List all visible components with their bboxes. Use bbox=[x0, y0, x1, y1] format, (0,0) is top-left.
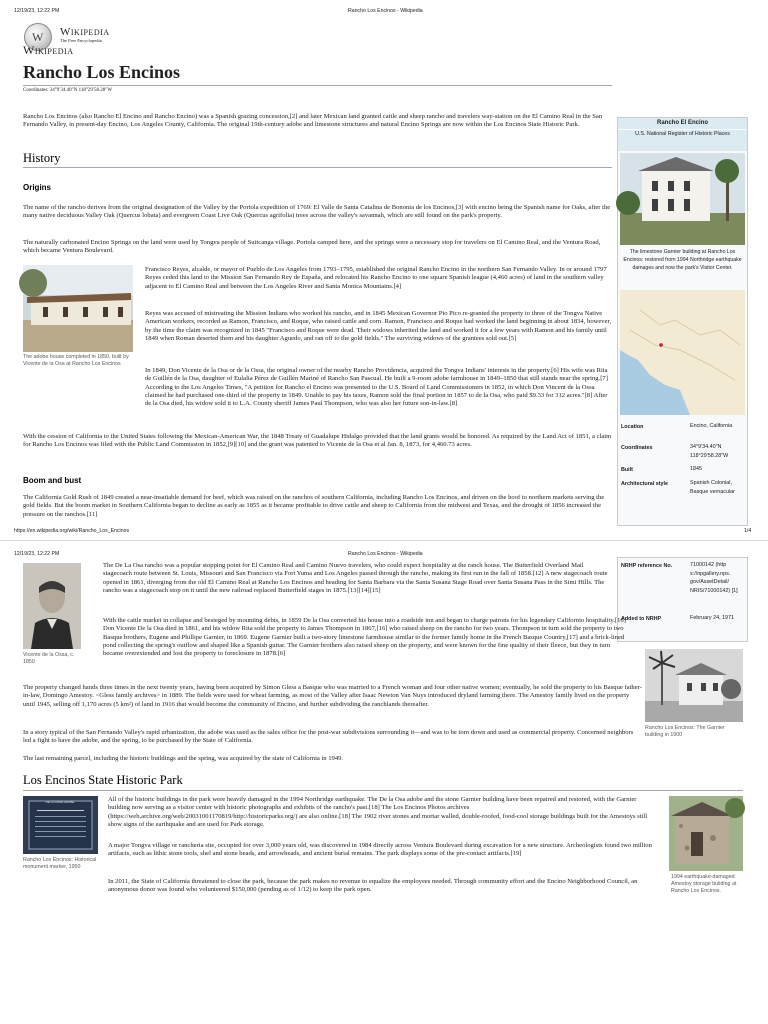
park-paragraph-2: A major Tongva village or rancheria site, occupied for over 3,000 years old, was discovered in 1984 directly across Ventura Boulevard during excavation for a new structure. Archeologists found two million artifacts, such as lithic stone tools, shel and stone beads, and arrowheads, and ancient burial remains. The park displays some of the pre-contact artifacts.[19] bbox=[108, 842, 652, 858]
adobe-caption: The adobe house completed in 1850, built by Vicente de la Osa at Rancho Los Encinos bbox=[23, 354, 129, 367]
marker-caption: Rancho Los Encinos: Historical monument marker, 1950 bbox=[23, 857, 97, 870]
infobox-label-added-to-nrhp: Added to NRHP bbox=[621, 616, 662, 622]
boom-paragraph-6: The last remaining parcel, including the historic buildings and the spring, was acquired by the state of California in 1949. bbox=[23, 755, 344, 762]
park-paragraph-3: In 2011, the State of California threatened to close the park, because the park makes no revenue to equalize the employees needed. Through community effort and the Encino Neighborhood Council, an anonymous donor was found who volunteered $150,000 (pending as of 1/12) to keep the park open. bbox=[108, 878, 638, 894]
adobe-house-photo[interactable] bbox=[23, 265, 133, 352]
print-datetime: 12/19/23, 12:22 PM bbox=[14, 8, 60, 14]
origins-paragraph-6: With the cession of California to the United States following the Mexican-American War, the 1848 Treaty of Guadalupe Hidalgo provided that the land grants would be honored. As required by the Land Act of 1851, a claim for Rancho Los Encinos was filed with the Public Land Commission in 1852,[9][10] and the grant was patented to Vicente de la Osa et al Jan. 8, 1873, for 4,460.73 acres. bbox=[23, 433, 612, 449]
infobox-label-nrhp-reference: NRHP reference No. bbox=[621, 563, 673, 569]
boom-paragraph-3: With the cattle market in collapse and besieged by mounting debts, in 1859 De la Osa converted his house into a roadside inn and began to charge patrons for his legendary Californio hospitality.[16] Don Vicente De la Osa died in 1861, and his widow Rita sold the property to James Thompson in 1867,[16] who raised sheep on the rancho for two years. Thompson in turn sold the property to two Basque brothers, Eugene and Phillipe Garnier, in 1869. Eugene Garnier built a two-story limestone farmhouse similar to the former family home in the French Basque Country,[17] and a brick-lined pond collecting the spring's outflow and shaped like a Spanish guitar. The Garnier brothers also raised sheep on the property, and were known for the fine quality of their fleece, but they in turn became overextended and lost the property to foreclosure in 1878.[6] bbox=[103, 617, 626, 658]
garnier-building-photo[interactable] bbox=[620, 153, 745, 245]
print-url: https://en.wikipedia.org/wiki/Rancho_Los_Encinos bbox=[14, 528, 130, 534]
print-page-title-page2: Rancho Los Encinos - Wikipedia bbox=[348, 551, 423, 557]
location-map[interactable] bbox=[620, 290, 745, 415]
infobox-value-built: 1845 bbox=[690, 466, 702, 472]
wikipedia-globe-icon[interactable]: W bbox=[24, 23, 52, 51]
garnier-1900-caption: Rancho Los Encinos: The Garnier building in 1900 bbox=[645, 725, 725, 738]
origins-paragraph-5-cont bbox=[23, 384, 612, 409]
origins-paragraph-3: Francisco Reyes, alcalde, or mayor of Pueblo de Los Angeles from 1793–1795, established the original Rancho Encino in the northern San Fernando Valley. In or around 1797 Reyes ceded this land to the Mission San Fernando Rey de España, and relocated his Rancho Encino to one square Spanish league (4,460 acres) of land in the southern valley adjacent to El Camino Real and between the Los Angeles River and Santa Monica Mountains.[4] bbox=[145, 266, 607, 290]
print-page-title: Rancho Los Encinos - Wikipedia bbox=[348, 8, 423, 14]
history-divider bbox=[23, 167, 612, 168]
infobox-value-architectural-style[interactable]: Spanish Colonial, Basque vernacular bbox=[690, 480, 735, 495]
historical-marker-photo[interactable] bbox=[23, 796, 98, 854]
boom-paragraph-2: The De La Osa rancho was a popular stopping point for El Camino Real and Camino Nuevo travelers, who could expect hospitality at the ranch house. The Butterfield Overland Mail stagecoach route between St. Louis, Missouri and San Francisco via Fort Yuma and Los Angeles passed through the rancho, making its first run in the fall of 1858.[12] A new stagecoach route opened in 1861, diverging from the old El Camino Real at Rancho Los Encinos and heading for Santa Barbara via the Santa Susana Stage Road over Santa Susana Pass in the Simi Hills. The rancho was a stagecoach stop on it until the new railroad replaced Butterfield stages in 1875.[13][14][15] bbox=[103, 562, 608, 594]
infobox-value-location[interactable]: Encino, California bbox=[690, 423, 733, 429]
infobox-label-location: Location bbox=[621, 424, 644, 430]
origins-paragraph-2: The naturally carbonated Encino Springs on the land were used by Tongva people of Suitcanga village. Portola camped here, and the springs were a necessary stop for travelers on El Camino Real, and the Ventura Road, which became Ventura Boulevard. bbox=[23, 239, 601, 255]
storage-building-photo[interactable] bbox=[669, 796, 743, 871]
heading-state-historic-park: Los Encinos State Historic Park bbox=[23, 773, 183, 787]
infobox-value-coordinates[interactable]: 34°9′34.40″N 118°29′58.28″W bbox=[690, 444, 729, 459]
infobox-label-architectural-style: Architectural style bbox=[621, 481, 669, 487]
vicente-portrait[interactable] bbox=[23, 563, 81, 649]
lead-paragraph: Rancho Los Encinos (also Rancho El Encino and Rancho Encino) was a Spanish grazing concession,[2] and later Mexican land granted cattle and sheep rancho and travelers way-station on the El Camino Real in the San Fernando Valley, in present-day Encino, Los Angeles County, California. The original 19th-century adobe and limestone structures and natural Encino Springs are now within the Los Encinos State Historic Park. bbox=[23, 113, 603, 129]
heading-origins: Origins bbox=[23, 183, 52, 192]
infobox-value-nrhp-reference[interactable]: 71000142 (http s://npgallery.nps. gov/AssetDetail/ NRIS/71000142) [1] bbox=[690, 562, 738, 594]
infobox-label-coordinates: Coordinates bbox=[621, 445, 653, 451]
logo-name: Wikipedia bbox=[60, 26, 110, 38]
boom-paragraph-5: In a story typical of the San Fernando Valley's rapid urbanization, the adobe was used as the sales office for the post-war subdivisions surrounding it—and was to be torn down and used as commercial property. Concerned neighbors led a fight to have the adobe, and the spring, to be purchased by the State of California. bbox=[23, 729, 634, 745]
origins-paragraph-4: Reyes was accused of mistreating the Mission Indians who worked his rancho, and in 1845 Mexican Governor Pio Pico re-granted the property to three of the Tongva Native American workers, recorded as Ramon, Francisco, and Roque, who raised cattle and corn. Ramon, Francisco and Roque had worked the land beginning in about 1834, however, by the time the claim was recognized in 1845 "Francisco and Roque were dead. Their widows inherited the land and worked it for a few years with Ramon and his family until 1849 when Roman deserted them and his daughter Aguedo, and ran off to the gold fields." The surviving widows of the grantees sold out.[5] bbox=[145, 310, 612, 342]
heading-boom-and-bust: Boom and bust bbox=[23, 476, 82, 485]
park-paragraph-1: All of the historic buildings in the park were heavily damaged in the 1994 Northridge earthquake. The De la Osa adobe and the stone Garnier building have been repaired and restored, with the Garnier building now serving as a visitor center with historic photographs and exhibits of the rancho's past.[18] The Los Encinos Photos archives (https://web.archive.org/web/20031001170819/http://historicparks.org/) are also online.[18] The 1902 river stones and mortar walled, double-roofed, food-cool storage buildings built for the Amestoys still show signs of the earthquake and are used for Park storage. bbox=[108, 796, 648, 828]
infobox-subtitle[interactable]: U.S. National Register of Historic Places bbox=[618, 130, 747, 151]
infobox-title: Rancho El Encino bbox=[618, 118, 747, 129]
coordinates[interactable]: Coordinates: 34°9′34.40″N 118°29′58.28″W bbox=[23, 88, 113, 93]
logo-tagline: The Free Encyclopedia bbox=[60, 38, 102, 43]
infobox-label-built: Built bbox=[621, 467, 633, 473]
print-page-number: 1/4 bbox=[744, 528, 752, 534]
garnier-1900-photo[interactable] bbox=[645, 649, 743, 722]
infobox-value-added-to-nrhp: February 24, 1971 bbox=[690, 615, 735, 621]
portrait-caption: Vicente de la Ossa, c. 1850 bbox=[23, 652, 75, 665]
park-divider bbox=[23, 790, 743, 791]
boom-paragraph-4: The property changed hands three times in the next twenty years, having been acquired by Simon Gless a Basque who was married to a French woman and four other native women; eventually, he sold the property to his Basque father-in-law, Domingo Amestoy. <Gless family archives> in 1889. The fields were used for wheat farming, as most of the Valley after Isaac Newton Van Nuys introduced dryland farming there. The Amestoy family lived on the property until 1945, selling off 1,170 acres (5 km²) of land in 1916 that would become the community of Encino, and further subdividing the ranchlands thereafter. bbox=[23, 684, 642, 708]
storage-caption: 1994 earthquake-damaged Amestoy storage building at Rancho Los Encinos. bbox=[671, 874, 737, 894]
infobox-image-caption: The limestone Garnier building at Rancho Los Encinos: restored from 1994 Northridge earthquake damages and now the park's Visitor Center. bbox=[623, 249, 742, 271]
marker-title: DE LA OSSA ADOBE bbox=[45, 800, 75, 804]
page-title: Rancho Los Encinos bbox=[23, 62, 181, 82]
wordmark: Wikipedia bbox=[23, 43, 74, 57]
title-divider bbox=[23, 85, 612, 86]
page-break bbox=[0, 540, 768, 541]
origins-paragraph-5: In 1849, Don Vicente de la Osa or de la Ossa, the original owner of the nearby Rancho Providencia, acquired the Tongva Indians' interests in the property.[6] His wife was Rita de Guillén de la Osa, daughter of Eulalia Pérez de Guillén Mariné of Rancho San Pascual. He built a 9-room adobe farmhouse in 1849–1850 that still stands near the spring.[7] According to the Los Angeles Times, "A petition for Rancho el Encino was presented to the U.S. Board of Land Commissioners in 1852, in which Don Vincent de la Ossa claimed he had purchased one-third of the property in 1849. Unable to pay his taxes, Ramon sold the final portion in 1857 to de la Osa, who paid $9.33 for 312 acres."[8] After de la Osa died, his widow sold it to L.A. County sheriff James Paul Thompson, who was also her future son-in-law.[8] bbox=[145, 367, 608, 408]
heading-history: History bbox=[23, 151, 61, 165]
origins-paragraph-1: The name of the rancho derives from the original designation of the Valley by the Portola expedition of 1769: El Valle de Santa Catalina de Bononia de los Encinos,[3] with encino being the Spanish name for Oaks, after the many native deciduous Valley Oak (Quercus lobata) and evergreen Coast Live Oak (Quercus agrifolia) trees across the valley's savannah, which are still found on the park's property. bbox=[23, 204, 611, 220]
boom-paragraph-1: The California Gold Rush of 1849 created a near-insatiable demand for beef, which was raised on the ranchos of southern California, including Rancho Los Encinos, and driven on the hoof to northern markets serving the gold fields. But the boom market in Southern California began to decline as early as 1855 as it became profitable to drive cattle and sheep to California from the midwest and Texas, and the drought of 1856 increased the pressure on the ranchos.[11] bbox=[23, 494, 605, 518]
print-datetime-page2: 12/19/23, 12:22 PM bbox=[14, 551, 60, 557]
